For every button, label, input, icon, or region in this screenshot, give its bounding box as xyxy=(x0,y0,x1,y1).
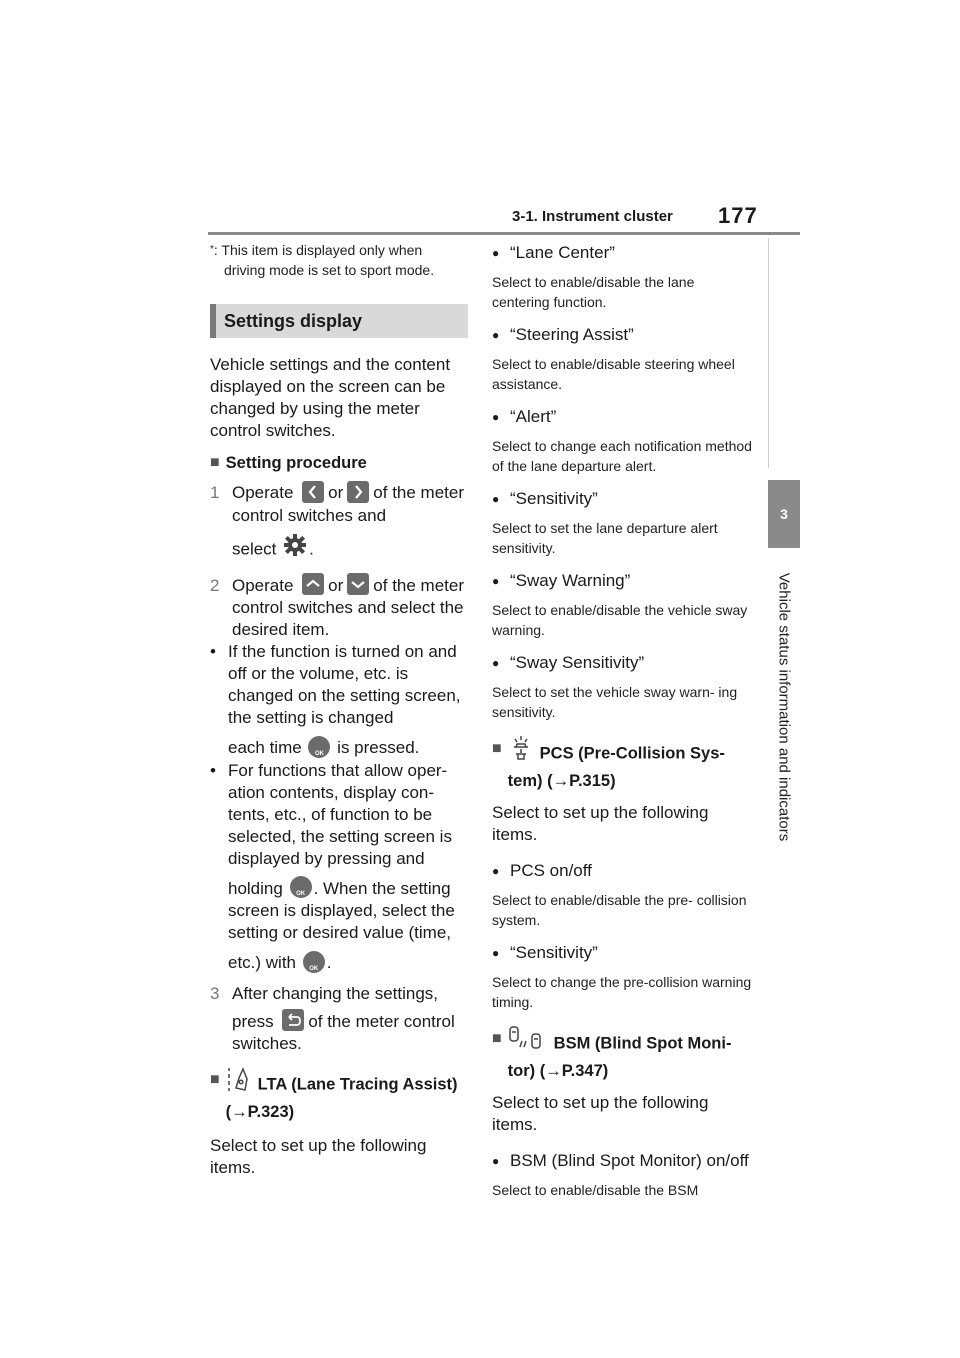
item-description: Select to enable/disable the pre- collision system. xyxy=(492,892,747,928)
step-3: 3 After changing the settings, press of the meter control switches. xyxy=(210,983,455,1054)
list-item xyxy=(492,942,754,1012)
lane-tracing-icon xyxy=(226,1066,252,1098)
bullet-dot: ● xyxy=(492,328,500,342)
ok-button-icon xyxy=(308,736,330,758)
bullet-dot: ● xyxy=(492,410,500,424)
bsm-heading: ■ BSM (Blind Spot Moni- tor) (→P.347) xyxy=(492,1028,754,1082)
step-1: 1 Operate or of the meter control switches and select . xyxy=(210,482,468,565)
item-title: ● “Sensitivity” xyxy=(492,943,598,962)
step-2: 2 Operate or of the meter control switches and select the desired item. xyxy=(210,575,468,642)
bullet-dot: ● xyxy=(492,246,500,260)
list-item xyxy=(492,652,754,722)
lta-intro: Select to set up the following items. xyxy=(210,1136,427,1178)
item-title: ● “Sway Sensitivity” xyxy=(492,653,645,672)
item-title: ● “Sway Warning” xyxy=(492,571,631,590)
item-description: Select to set the lane departure alert sensitivity. xyxy=(492,520,718,556)
down-arrow-icon xyxy=(347,573,369,595)
item-description: Select to enable/disable the vehicle sway warning. xyxy=(492,602,748,638)
list-item xyxy=(492,1150,754,1201)
item-description: Select to enable/disable the BSM xyxy=(492,1182,699,1198)
item-description: Select to enable/disable steering wheel assistance. xyxy=(492,356,735,392)
bsm-intro: Select to set up the following items. xyxy=(492,1093,709,1134)
pcs-intro: Select to set up the following items. xyxy=(492,803,709,844)
left-arrow-icon xyxy=(302,481,324,503)
item-title: ● PCS on/off xyxy=(492,861,592,880)
chapter-label: Vehicle status information and indicators xyxy=(775,572,793,842)
bullet-dot: ● xyxy=(492,492,500,506)
blind-spot-monitor-icon xyxy=(508,1025,548,1057)
setting-procedure-heading: ■ Setting procedure xyxy=(210,454,367,472)
gear-icon xyxy=(283,533,307,563)
list-item xyxy=(492,570,754,640)
list-item xyxy=(492,242,754,312)
left-column xyxy=(210,240,468,1179)
settings-display-heading: Settings display xyxy=(210,304,468,338)
footnote: *: This item is displayed only when driving mode is set to sport mode. xyxy=(210,242,435,278)
right-column xyxy=(492,240,754,1201)
section-title: 3-1. Instrument cluster xyxy=(512,208,673,225)
pcs-heading: ■ PCS (Pre-Collision Sys- tem) (→P.315) xyxy=(492,738,754,792)
item-description: Select to change the pre-collision warning timing. xyxy=(492,974,752,1010)
bullet-dot: ● xyxy=(492,946,500,960)
ok-button-icon xyxy=(290,876,312,898)
item-title: ● “Alert” xyxy=(492,407,557,426)
header-rule xyxy=(208,232,800,235)
item-title: ● “Steering Assist” xyxy=(492,325,634,344)
ok-button-icon xyxy=(303,951,325,973)
item-description: Select to change each notification method of the lane departure alert. xyxy=(492,438,752,474)
note-bullet-1: • If the function is turned on and off or the volume, etc. is changed on the setting screen, the setting is changed each time OK is pressed. xyxy=(210,641,468,760)
item-description: Select to set the vehicle sway warn- ing sensitivity. xyxy=(492,684,738,720)
right-arrow-icon xyxy=(347,481,369,503)
note-bullet-2: • For functions that allow oper- ation contents, display con- tents, etc., of function to be selected, the setting screen is displayed by pressing and holding OK . When the setting screen is displayed, select the setting or desired value (time, etc.) with OK . xyxy=(210,760,468,975)
item-description: Select to enable/disable the lane centering function. xyxy=(492,274,695,310)
back-icon xyxy=(282,1009,304,1031)
list-item xyxy=(492,324,754,394)
bullet-dot: ● xyxy=(492,656,500,670)
item-title: ● “Sensitivity” xyxy=(492,489,598,508)
bullet-dot: ● xyxy=(492,1154,500,1168)
bullet-dot: ● xyxy=(492,864,500,878)
up-arrow-icon xyxy=(302,573,324,595)
item-title: ● “Lane Center” xyxy=(492,243,615,262)
pre-collision-icon xyxy=(508,735,534,767)
chapter-tab[interactable]: 3 xyxy=(768,480,800,548)
settings-intro: Vehicle settings and the content displayed on the screen can be changed by using the meter control switches. xyxy=(210,355,451,440)
list-item xyxy=(492,488,754,558)
list-item xyxy=(492,406,754,476)
page-number: 177 xyxy=(718,203,758,228)
lta-heading: ■ LTA (Lane Tracing Assist) (→P.323) xyxy=(210,1069,468,1123)
item-title: ● BSM (Blind Spot Monitor) on/off xyxy=(492,1151,749,1170)
side-rule xyxy=(768,238,800,468)
list-item xyxy=(492,860,754,930)
bullet-dot: ● xyxy=(492,574,500,588)
